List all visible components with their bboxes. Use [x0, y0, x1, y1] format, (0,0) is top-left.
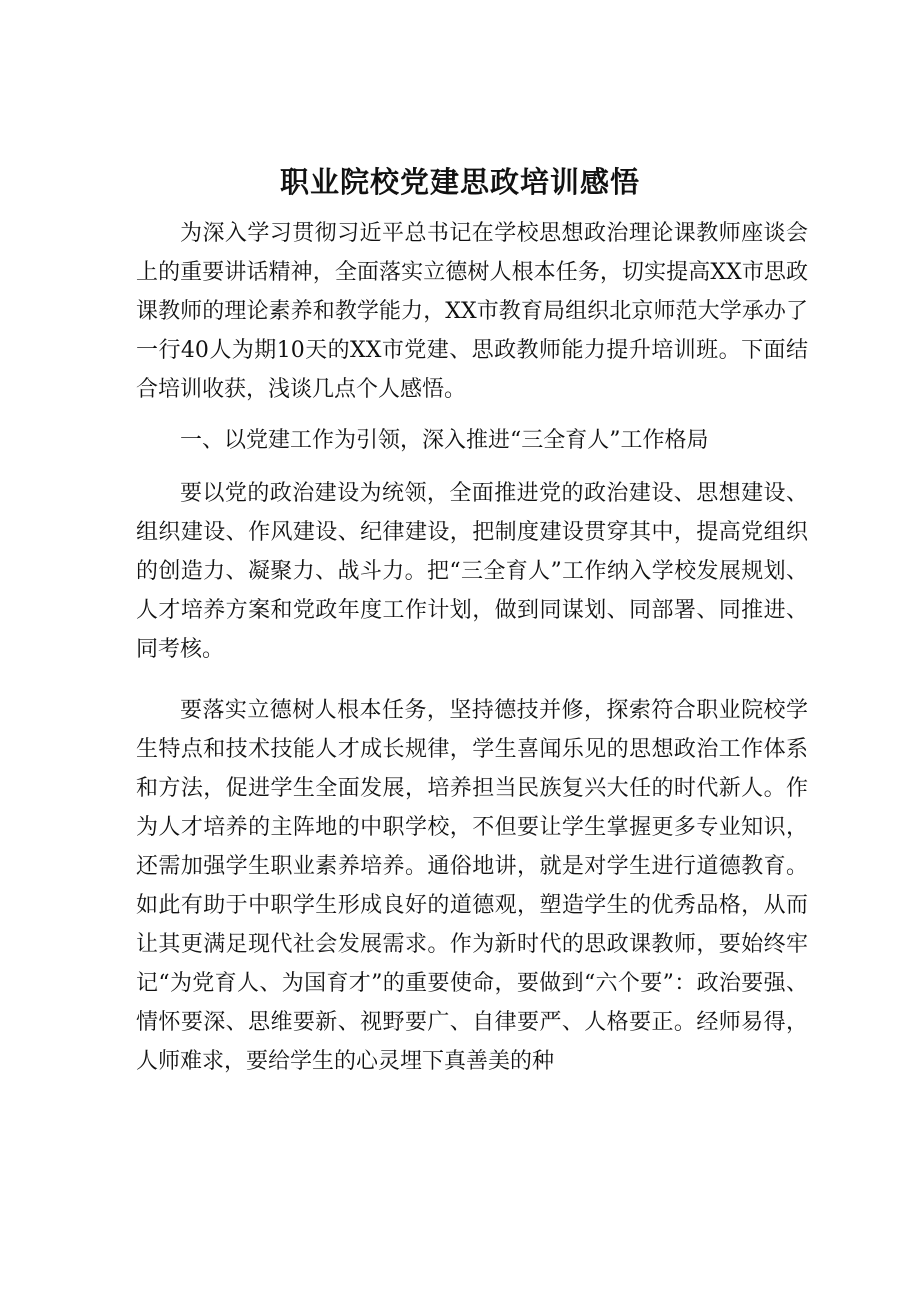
document-body — [136, 214, 808, 1093]
document-title: 职业院校党建思政培训感悟 — [279, 165, 640, 199]
section-heading-1: 一、以党建工作为引领，深入推进“三全育人”工作格局 — [180, 428, 709, 453]
paragraph-moral-education: 要落实立德树人根本任务，坚持德技并修，探索符合职业院校学生特点和技术技能人才成长规律，学生喜闻乐见的思想政治工作体系和方法，促进学生全面发展，培养担当民族复兴大任的时代新人。作为人才培养的主阵地的中职学校，不但要让学生掌握更多专业知识，还需加强学生职业素养培养。通俗地讲，就是对学生进行道德教育。如此有助于中职学生形成良好的道德观，塑造学生的优秀品格，从而让其更满足现代社会发展需求。作为新时代的思政课教师，要始终牢记“为党育人、为国育才”的重要使命，要做到“六个要”：政治要强、情怀要深、思维要新、视野要广、自律要严、人格要正。经师易得，人师难求，要给学生的心灵埋下真善美的种 — [136, 698, 808, 1074]
paragraph-intro: 为深入学习贯彻习近平总书记在学校思想政治理论课教师座谈会上的重要讲话精神，全面落实立德树人根本任务，切实提高XX市思政课教师的理论素养和教学能力，XX市教育局组织北京师范大学承办了一行40人为期10天的XX市党建、思政教师能力提升培训班。下面结合培训收获，浅谈几点个人感悟。 — [136, 221, 808, 402]
paragraph-party-building: 要以党的政治建设为统领，全面推进党的政治建设、思想建设、组织建设、作风建设、纪律建设，把制度建设贯穿其中，提高党组织的创造力、凝聚力、战斗力。把“三全育人”工作纳入学校发展规划、人才培养方案和党政年度工作计划，做到同谋划、同部署、同推进、同考核。 — [136, 481, 808, 662]
